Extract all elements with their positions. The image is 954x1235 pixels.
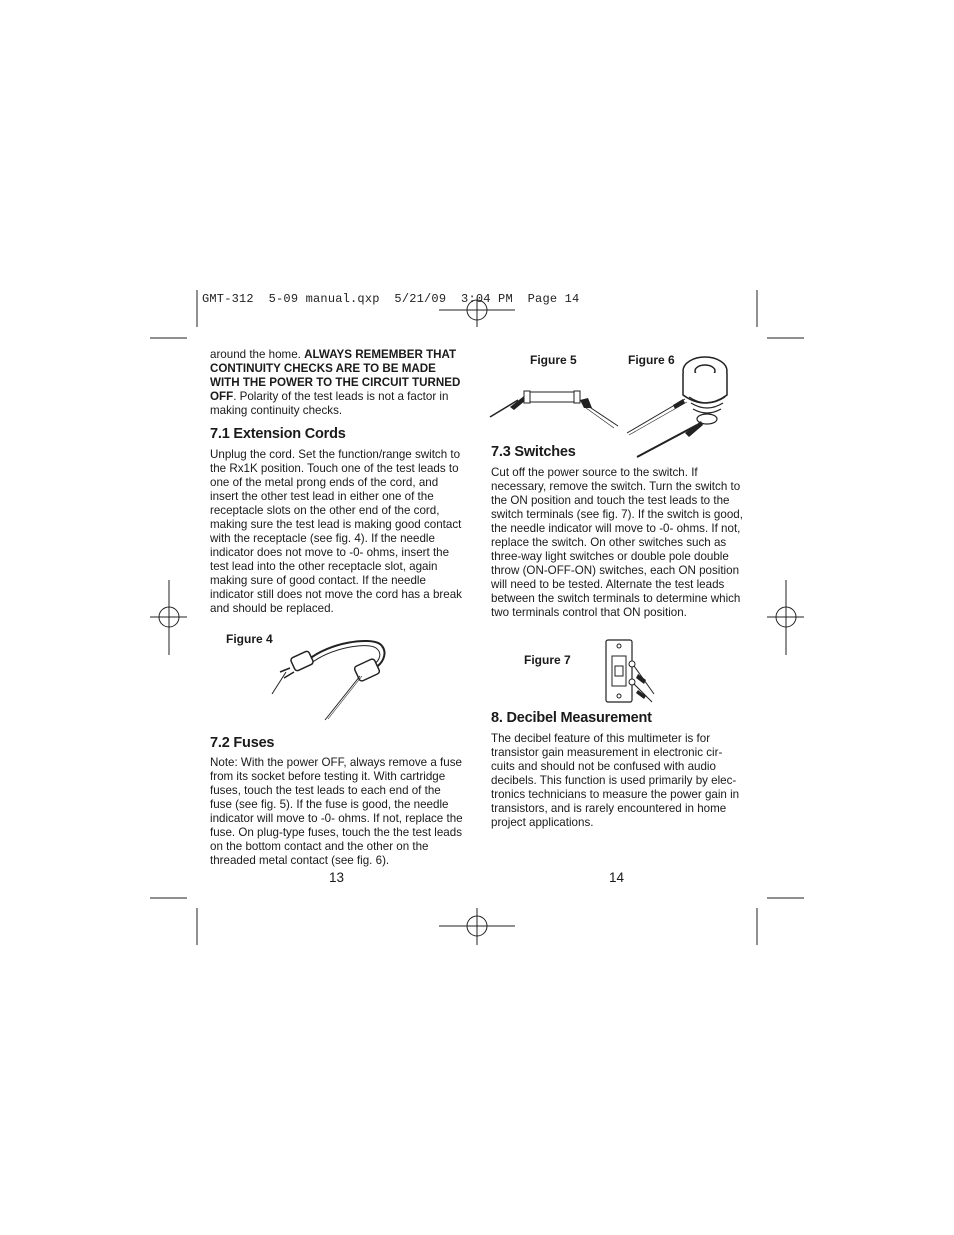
left-column: [210, 348, 465, 418]
fuses-body: Note: With the power OFF, always remove a fuse from its socket before testing it. With cartridge fuses, touch the test leads to each end of the fuse (see fig. 5). If the fuse is good, the needle indicator will move to -0- ohms. If not, replace the fuse. On plug-type fuses, touch the the test leads on the bottom contact and the other on the threaded metal contact (see fig. 6).: [210, 756, 463, 867]
section-heading-decibel: 8. Decibel Measurement: [491, 710, 652, 726]
wall-switch-illustration: [600, 636, 660, 706]
page-number-right: 14: [609, 870, 625, 885]
section-heading-fuses: 7.2 Fuses: [210, 735, 275, 751]
section-heading-extension-cords: 7.1 Extension Cords: [210, 426, 346, 442]
section-heading-switches: 7.3 Switches: [491, 444, 576, 460]
figure-4-label: Figure 4: [226, 632, 273, 646]
figure-6-label: Figure 6: [628, 353, 675, 367]
plug-fuse-illustration: [625, 355, 735, 460]
page-number-left: 13: [329, 870, 345, 885]
decibel-body: The decibel feature of this multimeter is for transistor gain measurement in electronic cir-cuits and should not be confused with audio decibels. This function is used primarily by elec-tronics technicians to measure the power gain in transistors, and is rarely encountered in home project applications.: [491, 732, 740, 829]
figure-5-label: Figure 5: [530, 353, 577, 367]
extension-cord-illustration: [270, 632, 400, 722]
extension-cords-body: Unplug the cord. Set the function/range switch to the Rx1K position. Touch one of the test leads to one of the metal prong ends of the cord, and insert the other test lead in either one of the receptacle slots on the other end of the cord, making sure the test lead is making good contact with the receptacle (see fig. 4). If the needle indicator does not move to -0- ohms, insert the test lead into the other receptacle slot, again making sure of good contact. If the needle indicator still does not move the cord has a break and should be replaced.: [210, 448, 462, 615]
cartridge-fuse-illustration: [488, 380, 623, 430]
switches-body: Cut off the power source to the switch. If necessary, remove the switch. Turn the switch to the ON position and touch the test leads to the switch terminals (see fig. 7). If the switch is good, the needle indicator will move to -0- ohms. If not, replace the switch. On other switches such as three-way light switches or double pole double throw (ON-OFF-ON) switches, each ON position will need to be tested. Alternate the test leads between the switch terminals to determine which two terminals control that ON position.: [491, 466, 743, 619]
figure-7-label: Figure 7: [524, 653, 571, 667]
intro-paragraph: around the home. ALWAYS REMEMBER THAT CONTINUITY CHECKS ARE TO BE MADE WITH THE POWER TO THE CIRCUIT TURNED OFF. Polarity of the test leads is not a factor in making continuity checks.: [210, 348, 461, 417]
file-slug: GMT-312 5-09 manual.qxp 5/21/09 3:04 PM Page 14: [202, 292, 580, 306]
